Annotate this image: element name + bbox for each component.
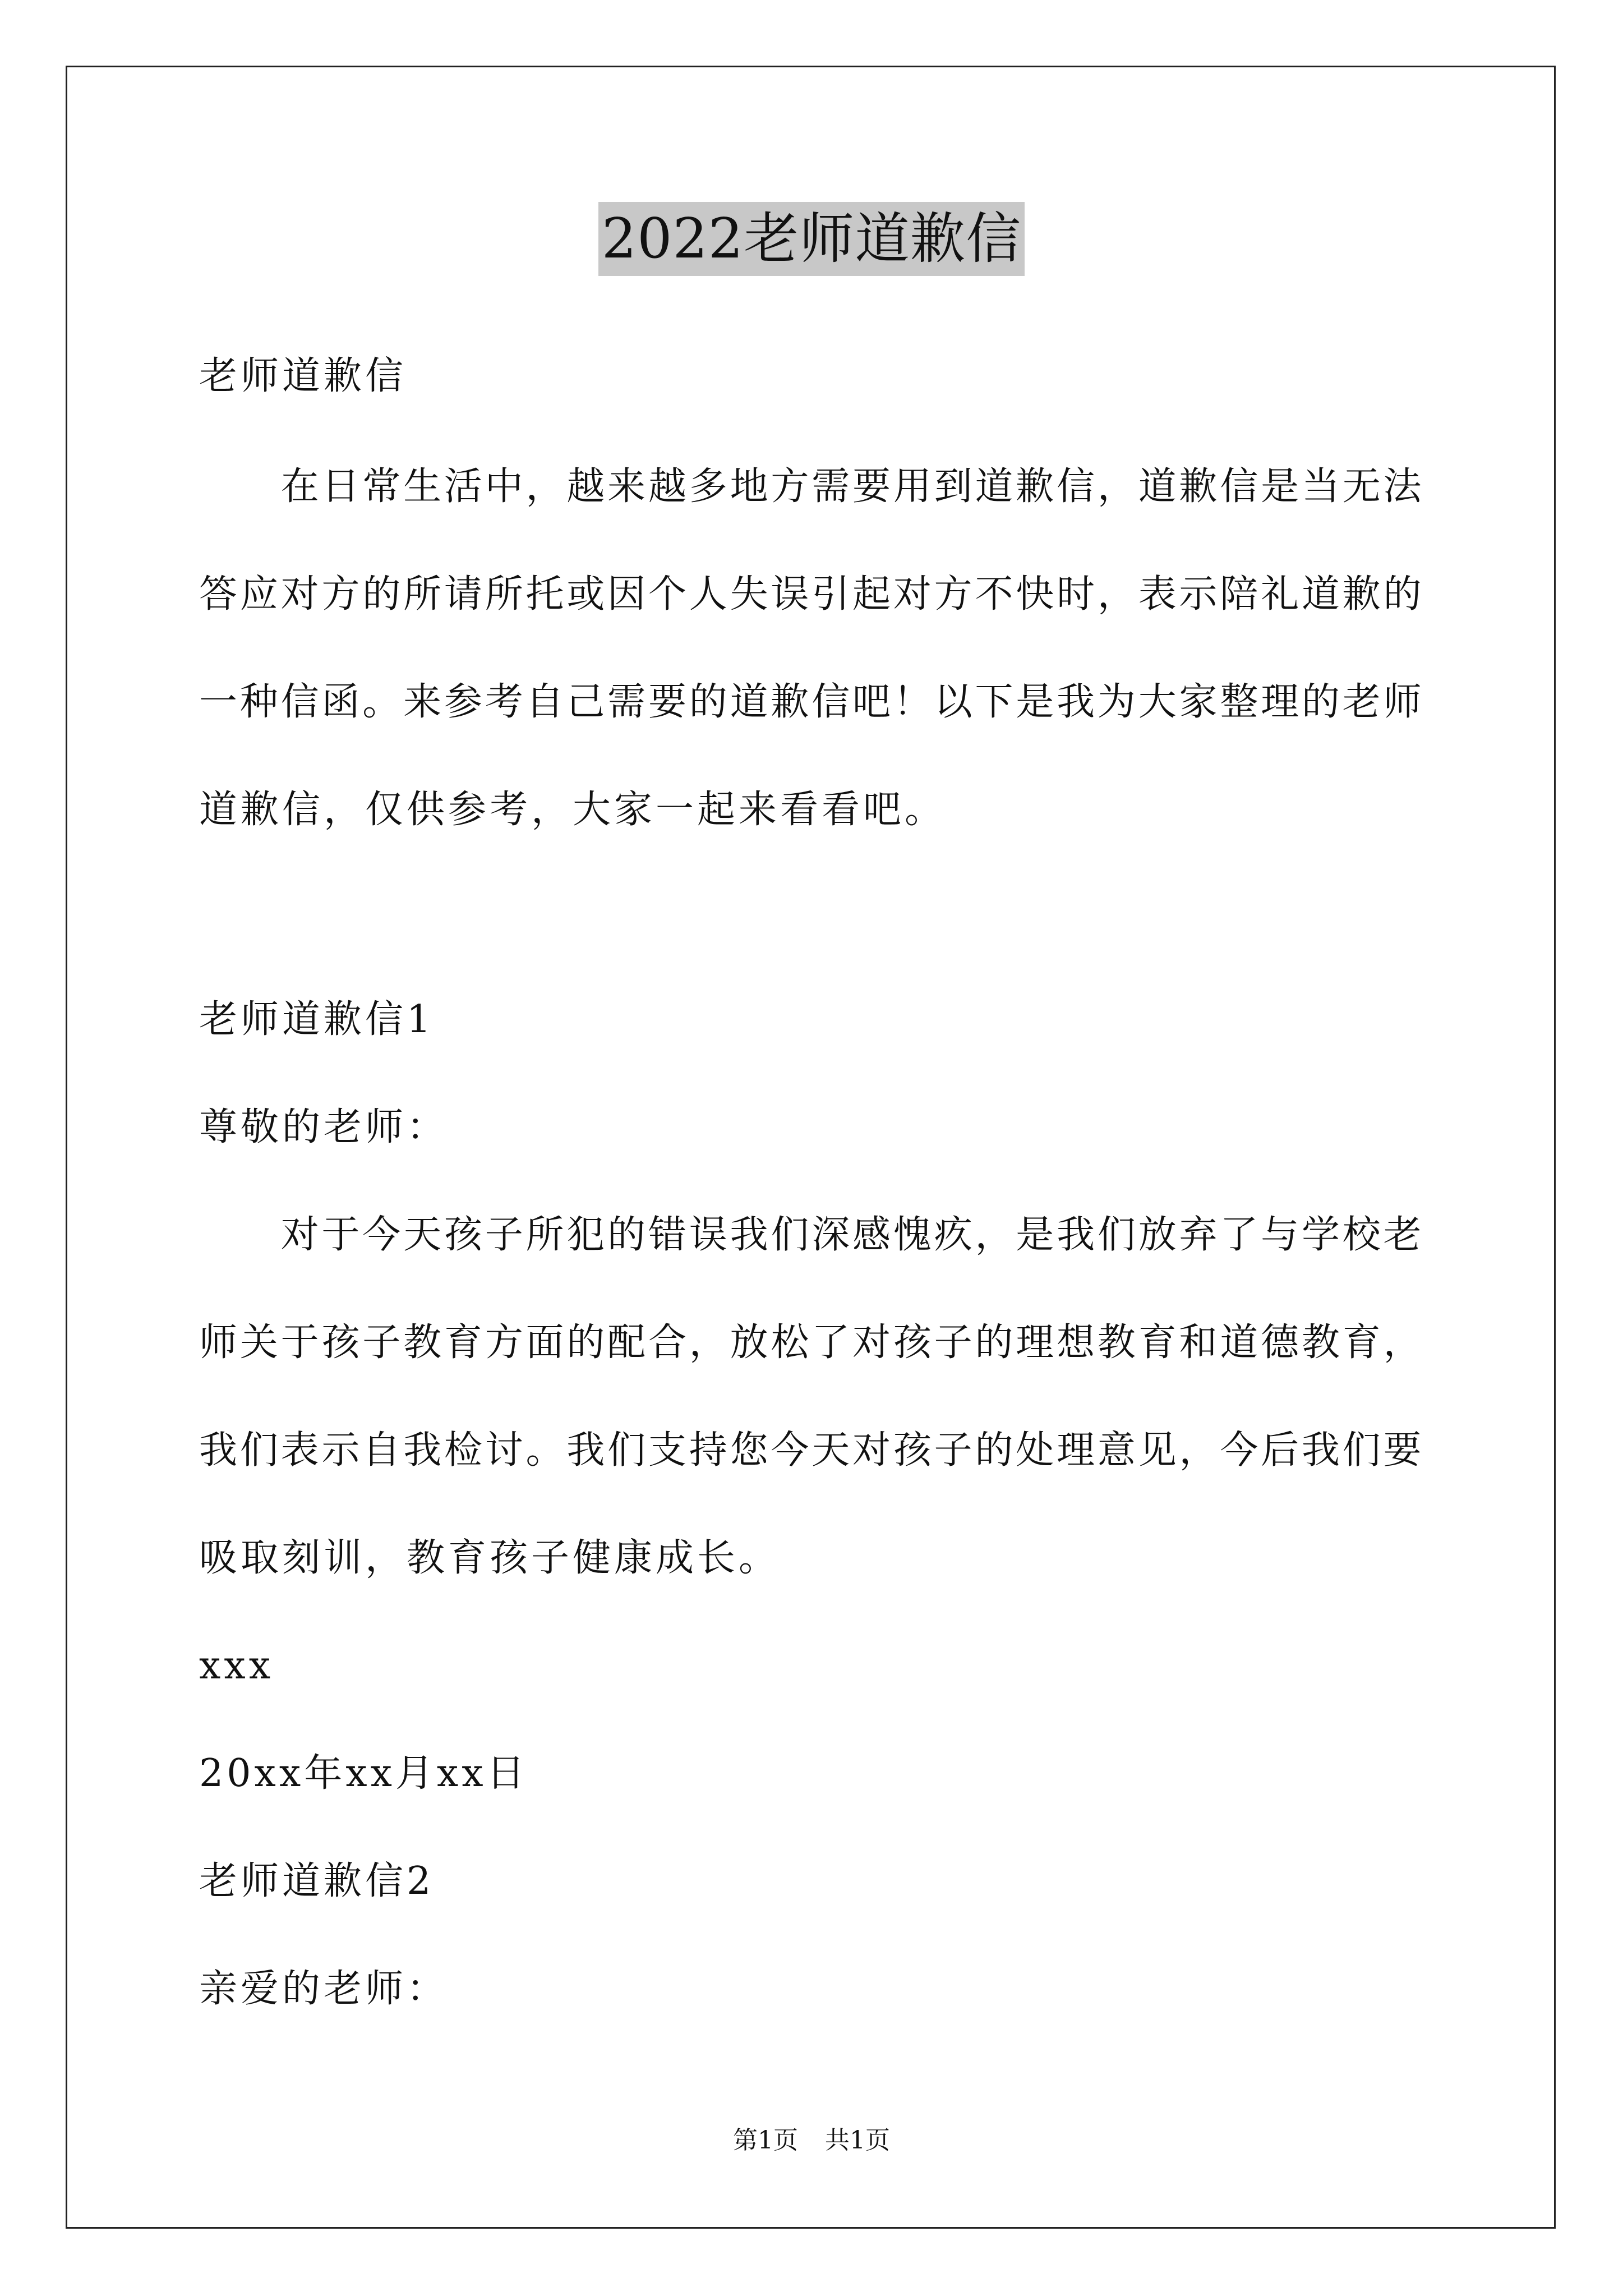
page-total: 共1页: [825, 2126, 890, 2155]
letter1-line-2: 师 关 于 孩 子 教 育 方 面 的 配 合 ， 放 松 了 对 孩 子 的 理 想 教 育 和 道 德 教 育 ，: [199, 1320, 1422, 1365]
letter1-line-4: 吸取刻训，教育孩子健康成长。: [199, 1536, 781, 1580]
intro-line-4: 道歉信，仅供参考，大家一起来看看吧。: [199, 788, 947, 832]
intro-line-2: 答 应 对 方 的 所 请 所 托 或 因 个 人 失 误 引 起 对 方 不 快 时 ， 表 示 陪 礼 道 歉 的: [199, 572, 1422, 616]
letter1-date: 20xx年xx月xx日: [199, 1751, 528, 1796]
letter1-salutation: 尊敬的老师：: [199, 1105, 449, 1149]
intro-line-3: 一 种 信 函 。 来 参 考 自 己 需 要 的 道 歉 信 吧 ！ 以 下 是 我 为 大 家 整 理 的 老 师: [199, 680, 1422, 724]
letter1-line-1: 对 于 今 天 孩 子 所 犯 的 错 误 我 们 深 感 愧 疚 ， 是 我 们 放 弃 了 与 学 校 老: [280, 1213, 1422, 1257]
letter1-line-3: 我 们 表 示 自 我 检 讨 。 我 们 支 持 您 今 天 对 孩 子 的 处 理 意 见 ， 今 后 我 们 要: [199, 1428, 1422, 1473]
page-footer: [0, 2124, 1623, 2157]
page-number: 第1页: [733, 2126, 798, 2155]
title-container: [0, 202, 1623, 276]
letter2-salutation: 亲爱的老师：: [199, 1967, 449, 2011]
letter2-heading: 老师道歉信2: [199, 1859, 435, 1903]
intro-line-1: 在 日 常 生 活 中 ， 越 来 越 多 地 方 需 要 用 到 道 歉 信 ， 道 歉 信 是 当 无 法: [280, 464, 1422, 509]
document-title: 2022老师道歉信: [598, 202, 1025, 276]
section-heading: 老师道歉信: [199, 354, 407, 398]
letter1-heading: 老师道歉信1: [199, 997, 435, 1042]
letter1-signature: xxx: [199, 1644, 274, 1688]
